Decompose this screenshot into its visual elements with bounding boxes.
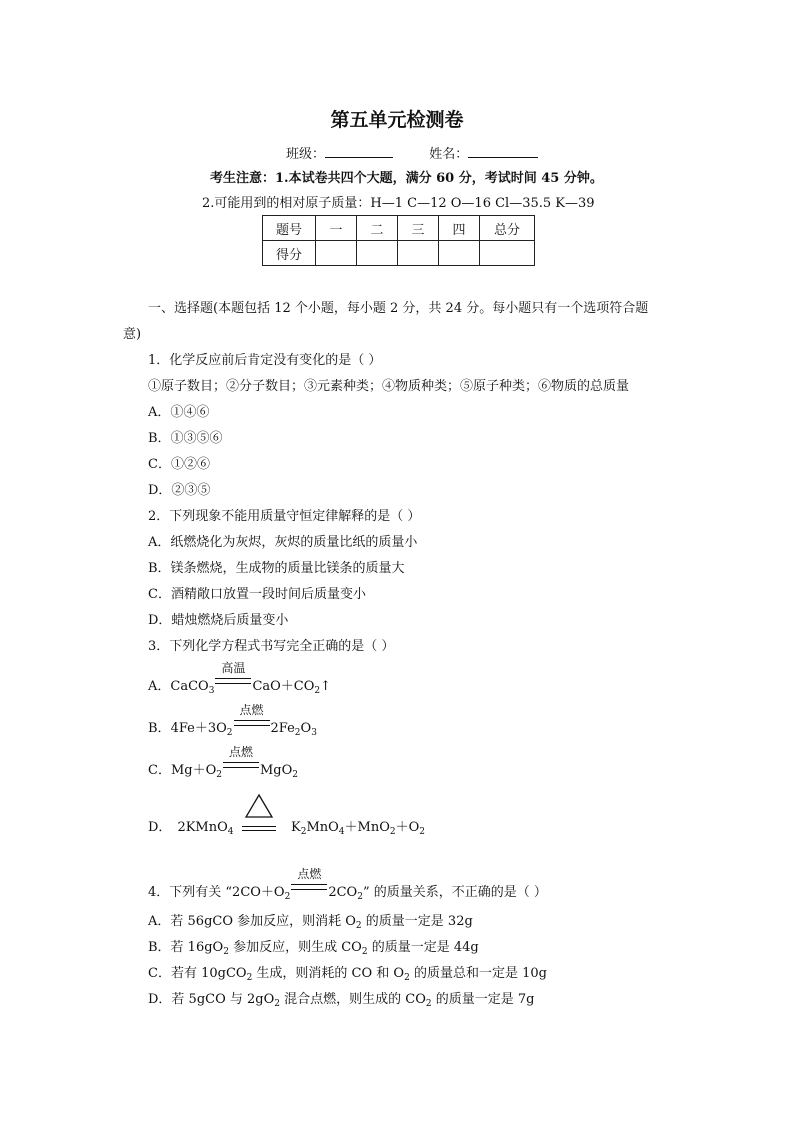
stem-text: ” 的质量关系，不正确的是（ ）: [362, 885, 547, 900]
notice-2: 2.可能用到的相对原子质量：H—1 C—12 O—16 Cl—35.5 K—39: [202, 196, 595, 211]
q4-option-a[interactable]: [148, 914, 473, 930]
score-cell: 三: [398, 216, 439, 241]
option-text: 生成，则消耗的 CO 和 O: [252, 966, 405, 981]
formula-text: 2KMnO: [177, 820, 228, 835]
formula-sub: 2: [425, 999, 432, 1009]
formula-text: 4Fe＋3O: [170, 721, 227, 736]
score-cell: 总分: [480, 216, 535, 241]
formula-sub: 2: [216, 770, 222, 780]
heating-triangle-icon: [244, 793, 274, 819]
q3-option-a[interactable]: [148, 661, 332, 696]
class-label: 班级：: [286, 147, 326, 162]
formula-sub: 4: [338, 827, 345, 837]
formula-sub: 2: [223, 947, 229, 957]
equals-sign: [223, 762, 259, 768]
page-title: 第五单元检测卷: [330, 109, 464, 131]
score-cell: 得分: [263, 241, 316, 266]
formula-sub: 2: [314, 686, 321, 696]
formula-sub: 2: [361, 947, 368, 957]
formula-text: MnO: [306, 820, 339, 835]
formula-sub: 2: [226, 728, 233, 738]
option-text: D．若 5gCO 与 2gO: [148, 992, 275, 1007]
formula-sub: 2: [389, 827, 396, 837]
option-text: 的质量一定是 32g: [361, 914, 473, 929]
q1-option-c[interactable]: C．①②⑥: [148, 457, 210, 472]
option-text: B．若 16gO: [148, 940, 224, 955]
score-cell: 一: [316, 216, 357, 241]
score-input-cell[interactable]: [439, 241, 480, 266]
formula-sub: 2: [246, 973, 253, 983]
q1-option-d[interactable]: D．②③⑤: [148, 483, 211, 498]
score-input-cell[interactable]: [480, 241, 535, 266]
formula-text: MgO: [259, 763, 293, 778]
q2-option-c[interactable]: C．酒精敞口放置一段时间后质量变小: [148, 587, 366, 602]
formula-sub: 2: [355, 921, 362, 931]
formula-sub: 3: [208, 686, 215, 696]
formula-sub: 2: [292, 770, 299, 780]
formula-text: O: [300, 721, 312, 736]
q1-stem: 1．化学反应前后肯定没有变化的是（ ）: [148, 353, 382, 368]
option-text: A．若 56gCO 参加反应，则消耗 O: [148, 914, 356, 929]
formula-text: 2Fe: [270, 721, 295, 736]
condition-label: 点燃: [228, 745, 253, 759]
reaction-condition: [234, 703, 270, 732]
class-blank[interactable]: [325, 145, 393, 158]
equals-sign: [234, 720, 270, 726]
reaction-condition: [215, 661, 251, 690]
score-input-cell[interactable]: [398, 241, 439, 266]
condition-label: 点燃: [239, 703, 264, 717]
q4-option-c[interactable]: [148, 966, 547, 982]
formula-text: Mg＋O: [170, 763, 217, 778]
q1-items: ①原子数目；②分子数目；③元素种类；④物质种类；⑤原子种类；⑥物质的总质量: [148, 379, 630, 394]
equals-sign: [291, 884, 327, 890]
formula-sub: 2: [294, 728, 301, 738]
score-table: [262, 215, 535, 266]
score-cell: 二: [357, 216, 398, 241]
notice-1: 1.本试卷共四个大题，满分 60 分，考试时间 45 分钟。: [275, 171, 603, 186]
section1-heading: 一、选择题(本题包括 12 个小题，每小题 2 分，共 24 分。每小题只有一个选项符合题: [148, 301, 649, 316]
formula-sub: 2: [274, 999, 281, 1009]
formula-text: ＋O: [395, 820, 420, 835]
option-text: 参加反应，则生成 CO: [228, 940, 362, 955]
option-label: D．: [148, 820, 172, 835]
formula-text: 2CO: [328, 885, 358, 900]
q2-option-d[interactable]: D．蜡烛燃烧后质量变小: [148, 613, 289, 628]
option-label: C．: [148, 763, 171, 778]
reaction-condition: [291, 867, 327, 896]
q4-option-b[interactable]: [148, 940, 479, 956]
q3-option-c[interactable]: [148, 745, 299, 780]
q3-stem: 3．下列化学方程式书写完全正确的是（ ）: [148, 639, 395, 654]
class-name-line: [286, 145, 538, 163]
score-cell: 题号: [263, 216, 316, 241]
notice-line-1: [210, 171, 603, 187]
q1-option-a[interactable]: A．①④⑥: [148, 405, 210, 420]
formula-sub: 3: [311, 728, 317, 738]
option-text: 的质量一定是 7g: [431, 992, 535, 1007]
q1-option-b[interactable]: B．①③⑤⑥: [148, 431, 223, 446]
option-text: 混合点燃，则生成的 CO: [280, 992, 426, 1007]
equals-sign: [215, 678, 251, 684]
formula-sub: 2: [300, 827, 307, 837]
name-label: 姓名：: [429, 147, 469, 162]
gas-arrow-icon: ↑: [320, 679, 332, 694]
formula-text: ＋MnO: [344, 820, 390, 835]
option-label: B．: [148, 721, 171, 736]
name-blank[interactable]: [468, 145, 538, 158]
score-table-score-row: [263, 241, 535, 266]
condition-label: 高温: [221, 661, 246, 675]
formula-sub: 2: [284, 892, 291, 902]
formula-sub: 2: [404, 973, 410, 983]
condition-label: 点燃: [297, 867, 322, 881]
formula-sub: 2: [419, 827, 426, 837]
stem-text: 4．下列有关 “2CO＋O: [148, 885, 285, 900]
score-input-cell[interactable]: [357, 241, 398, 266]
formula-text: CaO＋CO: [252, 679, 315, 694]
score-cell: 四: [439, 216, 480, 241]
option-text: C．若有 10gCO: [148, 966, 247, 981]
option-text: 的质量总和一定是 10g: [409, 966, 547, 981]
q4-stem: [148, 867, 547, 902]
q2-option-a[interactable]: A．纸燃烧化为灰烬，灰烬的质量比纸的质量小: [148, 535, 418, 550]
formula-text: K: [291, 820, 301, 835]
section1-heading-cont: 意): [123, 327, 142, 342]
formula-sub: 4: [227, 827, 234, 837]
equals-sign: [242, 826, 276, 831]
option-label: A．: [148, 679, 171, 694]
formula-sub: 2: [357, 892, 363, 902]
option-text: 的质量一定是 44g: [367, 940, 479, 955]
q2-option-b[interactable]: B．镁条燃烧，生成物的质量比镁条的质量大: [148, 561, 405, 576]
q2-stem: 2．下列现象不能用质量守恒定律解释的是（ ）: [148, 509, 421, 524]
score-table-header-row: [263, 216, 535, 241]
q3-option-d-products: [291, 820, 425, 836]
q4-option-d[interactable]: [148, 992, 534, 1008]
notice-prefix: 考生注意：: [210, 171, 276, 186]
score-input-cell[interactable]: [316, 241, 357, 266]
triangle-shape: [246, 795, 272, 817]
formula-text: CaCO: [170, 679, 209, 694]
q3-option-b[interactable]: [148, 703, 317, 738]
reaction-condition: [223, 745, 259, 774]
q3-option-d[interactable]: [148, 820, 234, 836]
